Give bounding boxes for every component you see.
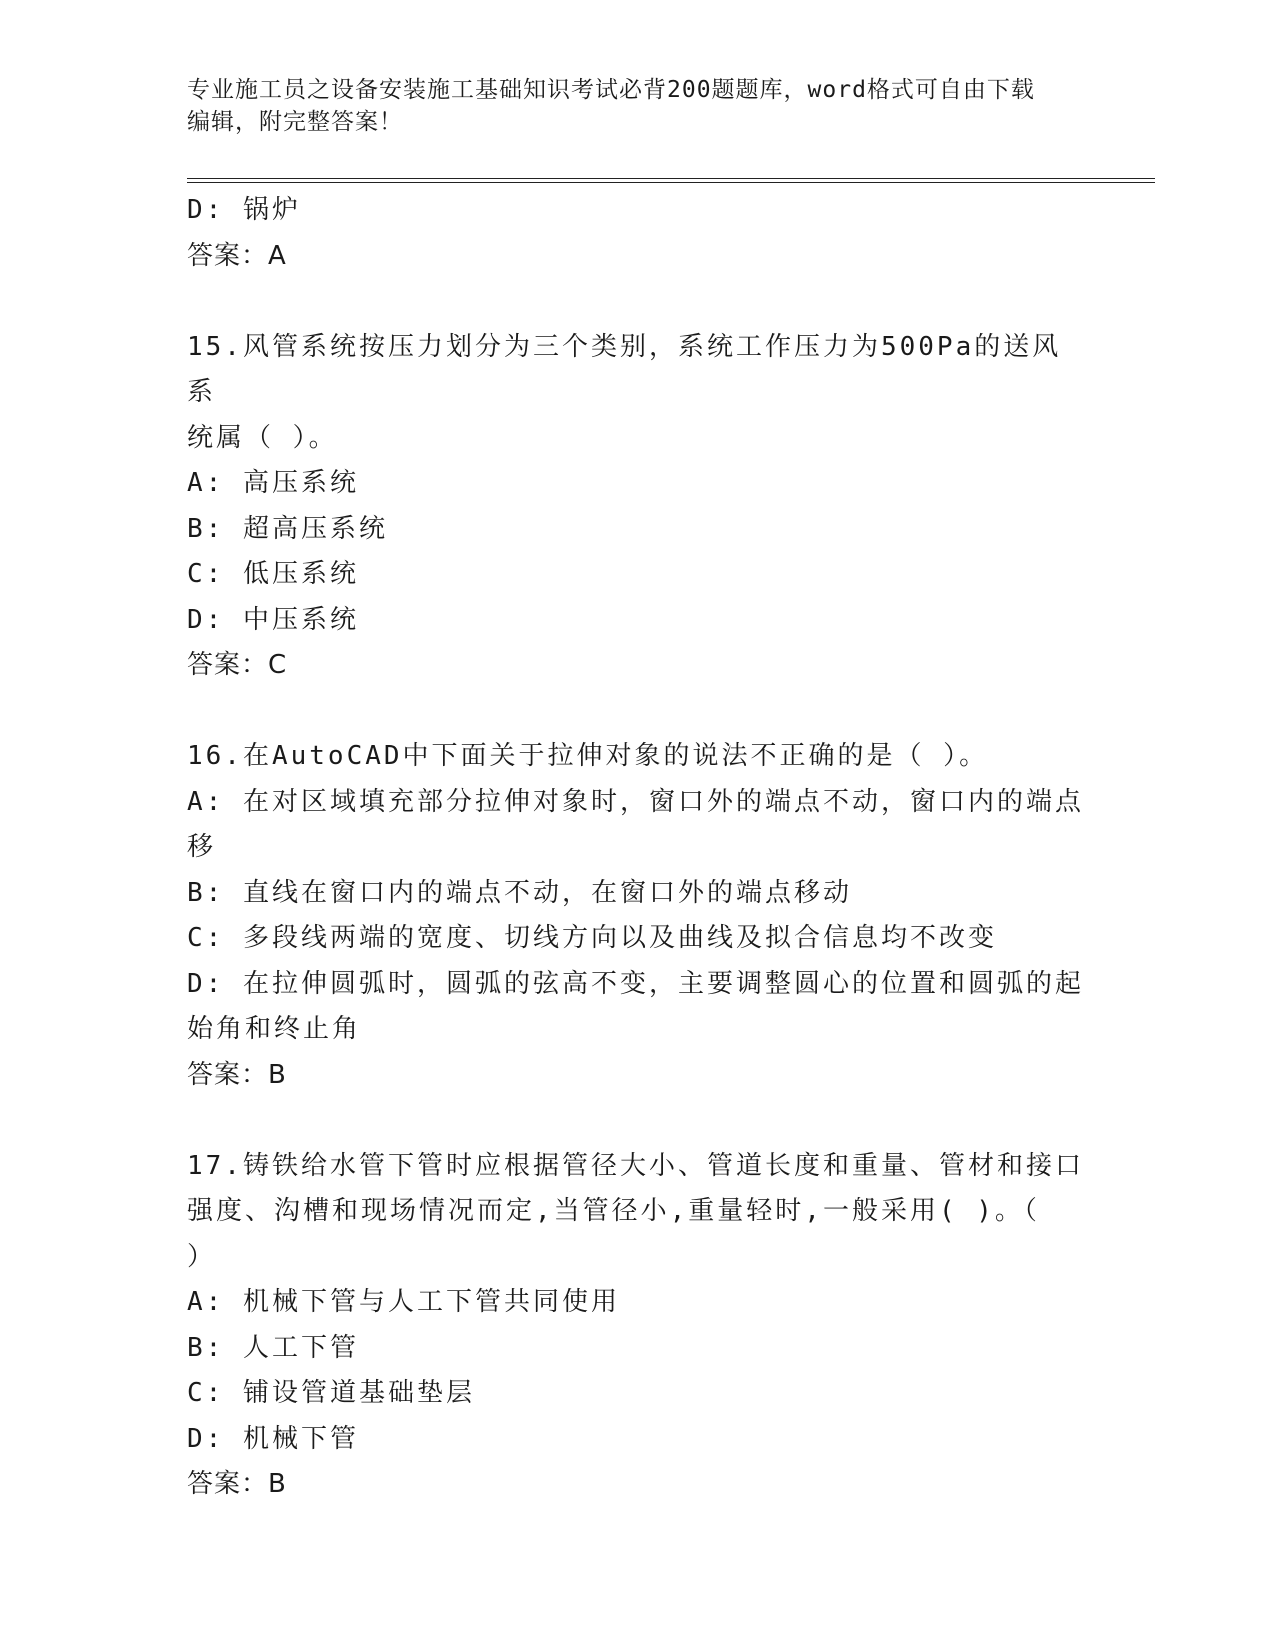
question-stem: 统属（ ）。 xyxy=(187,422,338,453)
question-stem: ） xyxy=(187,1241,217,1272)
option-a: A: 高压系统 xyxy=(187,468,359,498)
header-title-line-2: 编辑，附完整答案！ xyxy=(187,109,403,135)
question-16 xyxy=(187,734,1087,1098)
question-stem: 17.铸铁给水管下管时应根据管径大小、管道长度和重量、管材和接口 xyxy=(187,1150,1084,1181)
option-a-continued: 移 xyxy=(187,832,217,862)
option-c: C: 多段线两端的宽度、切线方向以及曲线及拟合信息均不改变 xyxy=(187,923,997,953)
option-a: A: 在对区域填充部分拉伸对象时，窗口外的端点不动，窗口内的端点 xyxy=(187,786,1084,817)
header-divider xyxy=(187,178,1155,183)
option-b: B: 人工下管 xyxy=(187,1332,359,1363)
question-17 xyxy=(187,1144,1087,1508)
prev-question-option-d: D: 锅炉 xyxy=(187,195,301,225)
answer: 答案：B xyxy=(187,1469,287,1499)
option-a: A: 机械下管与人工下管共同使用 xyxy=(187,1287,620,1317)
answer: 答案：B xyxy=(187,1059,287,1090)
option-d-continued: 始角和终止角 xyxy=(187,1014,362,1044)
document-body xyxy=(187,188,1087,1508)
option-b: B: 超高压系统 xyxy=(187,513,388,544)
document-header xyxy=(187,74,1087,138)
header-title-line-1: 专业施工员之设备安装施工基础知识考试必背200题题库，word格式可自由下载 xyxy=(187,77,1035,103)
question-stem: 15.风管系统按压力划分为三个类别，系统工作压力为500Pa的送风系 xyxy=(187,331,1062,407)
question-15 xyxy=(187,325,1087,689)
option-c: C: 低压系统 xyxy=(187,559,359,589)
option-c: C: 铺设管道基础垫层 xyxy=(187,1378,475,1408)
answer: 答案：C xyxy=(187,650,288,680)
spacer xyxy=(187,1098,1087,1144)
option-b: B: 直线在窗口内的端点不动，在窗口外的端点移动 xyxy=(187,877,852,908)
option-d: D: 中压系统 xyxy=(187,604,359,635)
spacer xyxy=(187,689,1087,735)
spacer xyxy=(187,279,1087,325)
option-d: D: 机械下管 xyxy=(187,1423,359,1454)
question-stem: 16.在AutoCAD中下面关于拉伸对象的说法不正确的是（ ）。 xyxy=(187,741,989,771)
prev-question-answer: 答案：A xyxy=(187,240,287,271)
question-stem: 强度、沟槽和现场情况而定,当管径小,重量轻时,一般采用( )。（ xyxy=(187,1196,1040,1226)
option-d: D: 在拉伸圆弧时，圆弧的弦高不变，主要调整圆心的位置和圆弧的起 xyxy=(187,968,1084,999)
